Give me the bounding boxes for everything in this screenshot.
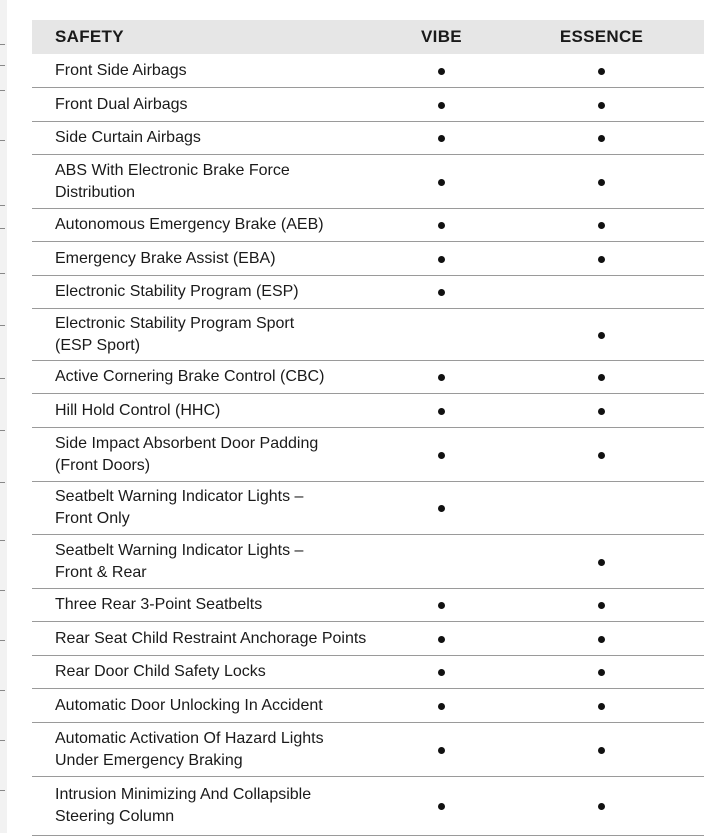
edge-tick	[0, 228, 5, 229]
edge-tick	[0, 65, 5, 66]
essence-availability	[499, 444, 704, 466]
bullet-icon	[438, 179, 445, 186]
table-row	[32, 276, 704, 309]
essence-availability	[499, 628, 704, 650]
safety-features-table	[32, 20, 704, 836]
table-row	[32, 482, 704, 535]
feature-name: Hill Hold Control (HHC)	[55, 401, 221, 419]
feature-name: Front Side Airbags	[55, 61, 187, 79]
bullet-icon	[598, 179, 605, 186]
essence-availability	[499, 551, 704, 573]
bullet-icon	[438, 747, 445, 754]
bullet-icon	[438, 102, 445, 109]
bullet-icon	[598, 332, 605, 339]
header-safety: SAFETY	[55, 27, 124, 46]
bullet-icon	[598, 636, 605, 643]
essence-availability	[499, 739, 704, 761]
feature-name: Side Curtain Airbags	[55, 129, 201, 146]
edge-tick	[0, 44, 5, 45]
table-row	[32, 777, 704, 836]
vibe-availability	[384, 171, 499, 193]
feature-name: Automatic Activation Of Hazard Lights Under Emergency Braking	[55, 729, 324, 769]
vibe-availability	[384, 661, 499, 683]
feature-name: Electronic Stability Program (ESP)	[55, 283, 299, 300]
feature-name: Seatbelt Warning Indicator Lights – Front Only	[55, 488, 304, 527]
bullet-icon	[598, 747, 605, 754]
table-row	[32, 622, 704, 656]
vibe-availability	[384, 366, 499, 388]
bullet-icon	[438, 222, 445, 229]
essence-availability	[499, 248, 704, 270]
table-row	[32, 535, 704, 589]
table-row	[32, 689, 704, 723]
edge-tick	[0, 205, 5, 206]
bullet-icon	[438, 408, 445, 415]
feature-name: Seatbelt Warning Indicator Lights – Front & Rear	[55, 541, 304, 581]
vibe-availability	[384, 400, 499, 422]
feature-name: Automatic Door Unlocking In Accident	[55, 696, 323, 714]
edge-tick	[0, 482, 5, 483]
table-row	[32, 88, 704, 122]
table-row	[32, 309, 704, 361]
edge-tick	[0, 273, 5, 274]
table-row	[32, 242, 704, 276]
page-edge-strip	[0, 0, 7, 833]
feature-name: Autonomous Emergency Brake (AEB)	[55, 216, 324, 233]
bullet-icon	[598, 669, 605, 676]
table-row	[32, 589, 704, 622]
essence-availability	[499, 127, 704, 149]
header-essence: ESSENCE	[559, 27, 644, 46]
table-row	[32, 723, 704, 777]
feature-name: ABS With Electronic Brake Force Distribution	[55, 161, 290, 201]
bullet-icon	[598, 135, 605, 142]
edge-tick	[0, 590, 5, 591]
vibe-availability	[384, 281, 499, 303]
table-row	[32, 209, 704, 242]
bullet-icon	[598, 68, 605, 75]
edge-tick	[0, 790, 5, 791]
feature-name: Side Impact Absorbent Door Padding (Front Doors)	[55, 434, 319, 474]
essence-availability	[499, 214, 704, 236]
table-row	[32, 155, 704, 209]
essence-availability	[499, 795, 704, 817]
bullet-icon	[438, 669, 445, 676]
edge-tick	[0, 140, 5, 141]
table-row	[32, 122, 704, 155]
vibe-availability	[384, 214, 499, 236]
vibe-availability	[384, 628, 499, 650]
table-row	[32, 361, 704, 394]
edge-tick	[0, 430, 5, 431]
bullet-icon	[598, 222, 605, 229]
bullet-icon	[598, 374, 605, 381]
vibe-availability	[384, 444, 499, 466]
table-row	[32, 394, 704, 428]
vibe-availability	[384, 695, 499, 717]
bullet-icon	[598, 602, 605, 609]
vibe-availability	[384, 127, 499, 149]
essence-availability	[499, 60, 704, 82]
vibe-availability	[384, 795, 499, 817]
essence-availability	[499, 94, 704, 116]
vibe-availability	[384, 60, 499, 82]
feature-name: Three Rear 3-Point Seatbelts	[55, 596, 263, 613]
bullet-icon	[438, 374, 445, 381]
essence-availability	[499, 324, 704, 346]
vibe-availability	[384, 594, 499, 616]
feature-name: Intrusion Minimizing And Collapsible Steering Column	[55, 786, 312, 825]
bullet-icon	[438, 803, 445, 810]
feature-name: Active Cornering Brake Control (CBC)	[55, 368, 325, 385]
vibe-availability	[384, 248, 499, 270]
bullet-icon	[598, 408, 605, 415]
edge-tick	[0, 90, 5, 91]
bullet-icon	[598, 102, 605, 109]
bullet-icon	[438, 68, 445, 75]
bullet-icon	[598, 452, 605, 459]
bullet-icon	[598, 559, 605, 566]
table-row	[32, 54, 704, 88]
feature-name: Electronic Stability Program Sport (ESP Sport)	[55, 314, 295, 354]
bullet-icon	[438, 289, 445, 296]
essence-availability	[499, 695, 704, 717]
edge-tick	[0, 740, 5, 741]
bullet-icon	[438, 636, 445, 643]
table-header	[32, 20, 704, 54]
edge-tick	[0, 540, 5, 541]
essence-availability	[499, 400, 704, 422]
feature-name: Rear Door Child Safety Locks	[55, 663, 266, 680]
vibe-availability	[384, 739, 499, 761]
bullet-icon	[598, 703, 605, 710]
bullet-icon	[438, 135, 445, 142]
vibe-availability	[384, 94, 499, 116]
header-vibe: VIBE	[421, 27, 462, 46]
bullet-icon	[438, 256, 445, 263]
feature-name: Rear Seat Child Restraint Anchorage Points	[55, 629, 367, 647]
table-body	[32, 54, 704, 836]
bullet-icon	[438, 602, 445, 609]
essence-availability	[499, 661, 704, 683]
vibe-availability	[384, 497, 499, 519]
bullet-icon	[438, 703, 445, 710]
table-row	[32, 656, 704, 689]
bullet-icon	[438, 505, 445, 512]
bullet-icon	[438, 452, 445, 459]
edge-tick	[0, 325, 5, 326]
edge-tick	[0, 378, 5, 379]
edge-tick	[0, 690, 5, 691]
bullet-icon	[598, 256, 605, 263]
essence-availability	[499, 171, 704, 193]
table-row	[32, 428, 704, 482]
feature-name: Front Dual Airbags	[55, 95, 188, 113]
bullet-icon	[598, 803, 605, 810]
edge-tick	[0, 640, 5, 641]
feature-name: Emergency Brake Assist (EBA)	[55, 249, 276, 267]
essence-availability	[499, 594, 704, 616]
essence-availability	[499, 366, 704, 388]
